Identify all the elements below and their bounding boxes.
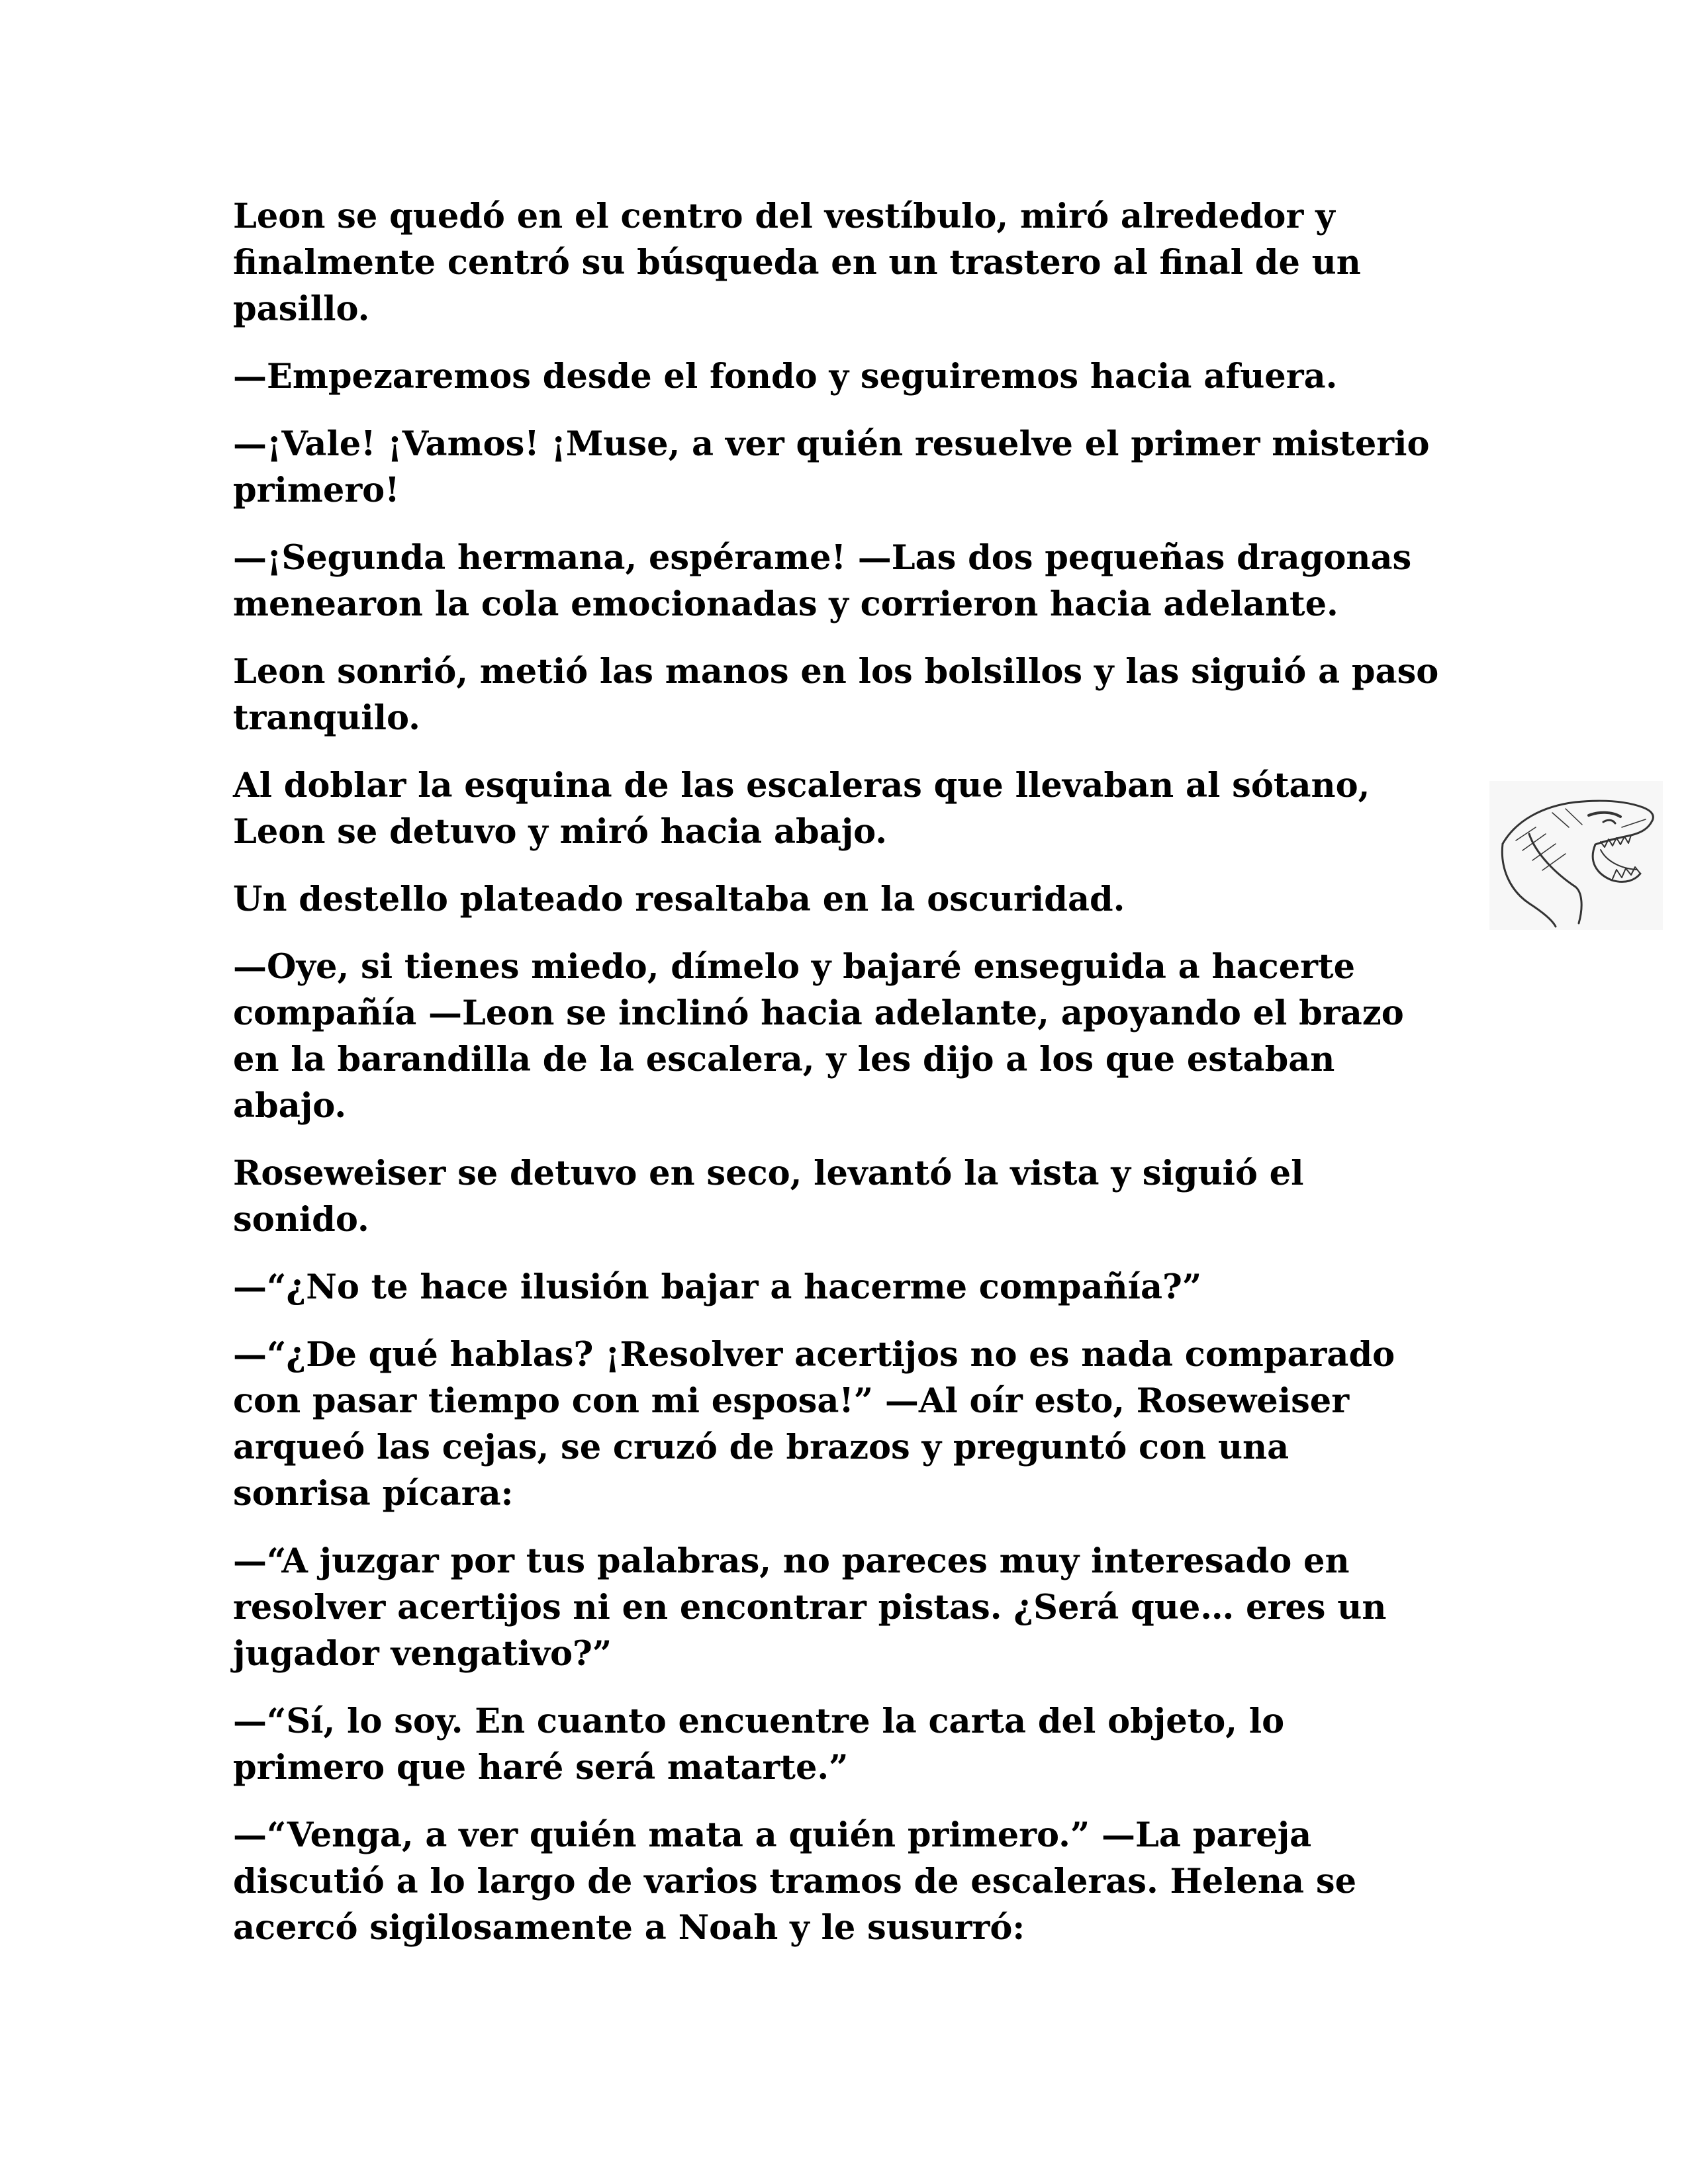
text-line: Roseweiser se detuvo en seco, levantó la vista y siguió el [233,1154,1304,1193]
paragraph [233,1150,1477,1243]
body-text [233,193,1477,1972]
text-line: —“¿No te hace ilusión bajar a hacerme compañía?” [233,1267,1202,1307]
paragraph [233,1332,1477,1517]
text-line: compañía —Leon se inclinó hacia adelante, apoyando el brazo [233,993,1404,1033]
paragraph [233,1812,1477,1951]
text-line: discutió a lo largo de varios tramos de escaleras. Helena se [233,1862,1357,1901]
paragraph [233,944,1477,1129]
text-line: primero! [233,471,400,510]
paragraph [233,535,1477,627]
text-line: Leon se quedó en el centro del vestíbulo, miró alrededor y [233,197,1335,236]
text-line: finalmente centró su búsqueda en un trastero al final de un [233,243,1361,283]
text-line: arqueó las cejas, se cruzó de brazos y preguntó con una [233,1428,1289,1467]
text-line: primero que haré será matarte.” [233,1748,849,1788]
text-line: tranquilo. [233,698,420,738]
text-line: con pasar tiempo con mi esposa!” —Al oír esto, Roseweiser [233,1381,1350,1421]
text-line: —¡Vale! ¡Vamos! ¡Muse, a ver quién resuelve el primer misterio [233,424,1430,464]
text-line: resolver acertijos ni en encontrar pistas. ¿Será que… eres un [233,1588,1387,1627]
paragraph [233,1538,1477,1677]
text-line: —“¿De qué hablas? ¡Resolver acertijos no es nada comparado [233,1335,1395,1375]
text-line: —“Sí, lo soy. En cuanto encuentre la carta del objeto, lo [233,1702,1285,1741]
text-line: sonrisa pícara: [233,1474,514,1514]
text-line: acercó sigilosamente a Noah y le susurró: [233,1908,1025,1948]
paragraph [233,649,1477,741]
paragraph [233,353,1477,400]
paragraph [233,421,1477,514]
text-line: en la barandilla de la escalera, y les dijo a los que estaban [233,1040,1335,1079]
text-line: pasillo. [233,289,370,329]
text-line: —Empezaremos desde el fondo y seguiremos hacia afuera. [233,357,1338,396]
text-line: Leon sonrió, metió las manos en los bolsillos y las siguió a paso [233,652,1439,692]
text-line: —“A juzgar por tus palabras, no pareces muy interesado en [233,1541,1350,1581]
text-line: —Oye, si tienes miedo, dímelo y bajaré enseguida a hacerte [233,947,1356,987]
text-line: Leon se detuvo y miró hacia abajo. [233,812,888,852]
text-line: abajo. [233,1086,347,1126]
text-line: —¡Segunda hermana, espérame! —Las dos pequeñas dragonas [233,538,1412,578]
text-line: —“Venga, a ver quién mata a quién primero.” —La pareja [233,1815,1312,1855]
text-line: Al doblar la esquina de las escaleras que llevaban al sótano, [233,766,1370,805]
text-line: Un destello plateado resaltaba en la oscuridad. [233,880,1125,919]
paragraph [233,1264,1477,1310]
text-line: sonido. [233,1200,369,1240]
paragraph [233,1698,1477,1791]
paragraph [233,762,1477,855]
text-line: menearon la cola emocionadas y corrieron hacia adelante. [233,584,1338,624]
paragraph [233,876,1477,923]
dinosaur-head-sketch-icon [1489,781,1663,930]
paragraph [233,193,1477,332]
text-line: jugador vengativo?” [233,1634,612,1674]
